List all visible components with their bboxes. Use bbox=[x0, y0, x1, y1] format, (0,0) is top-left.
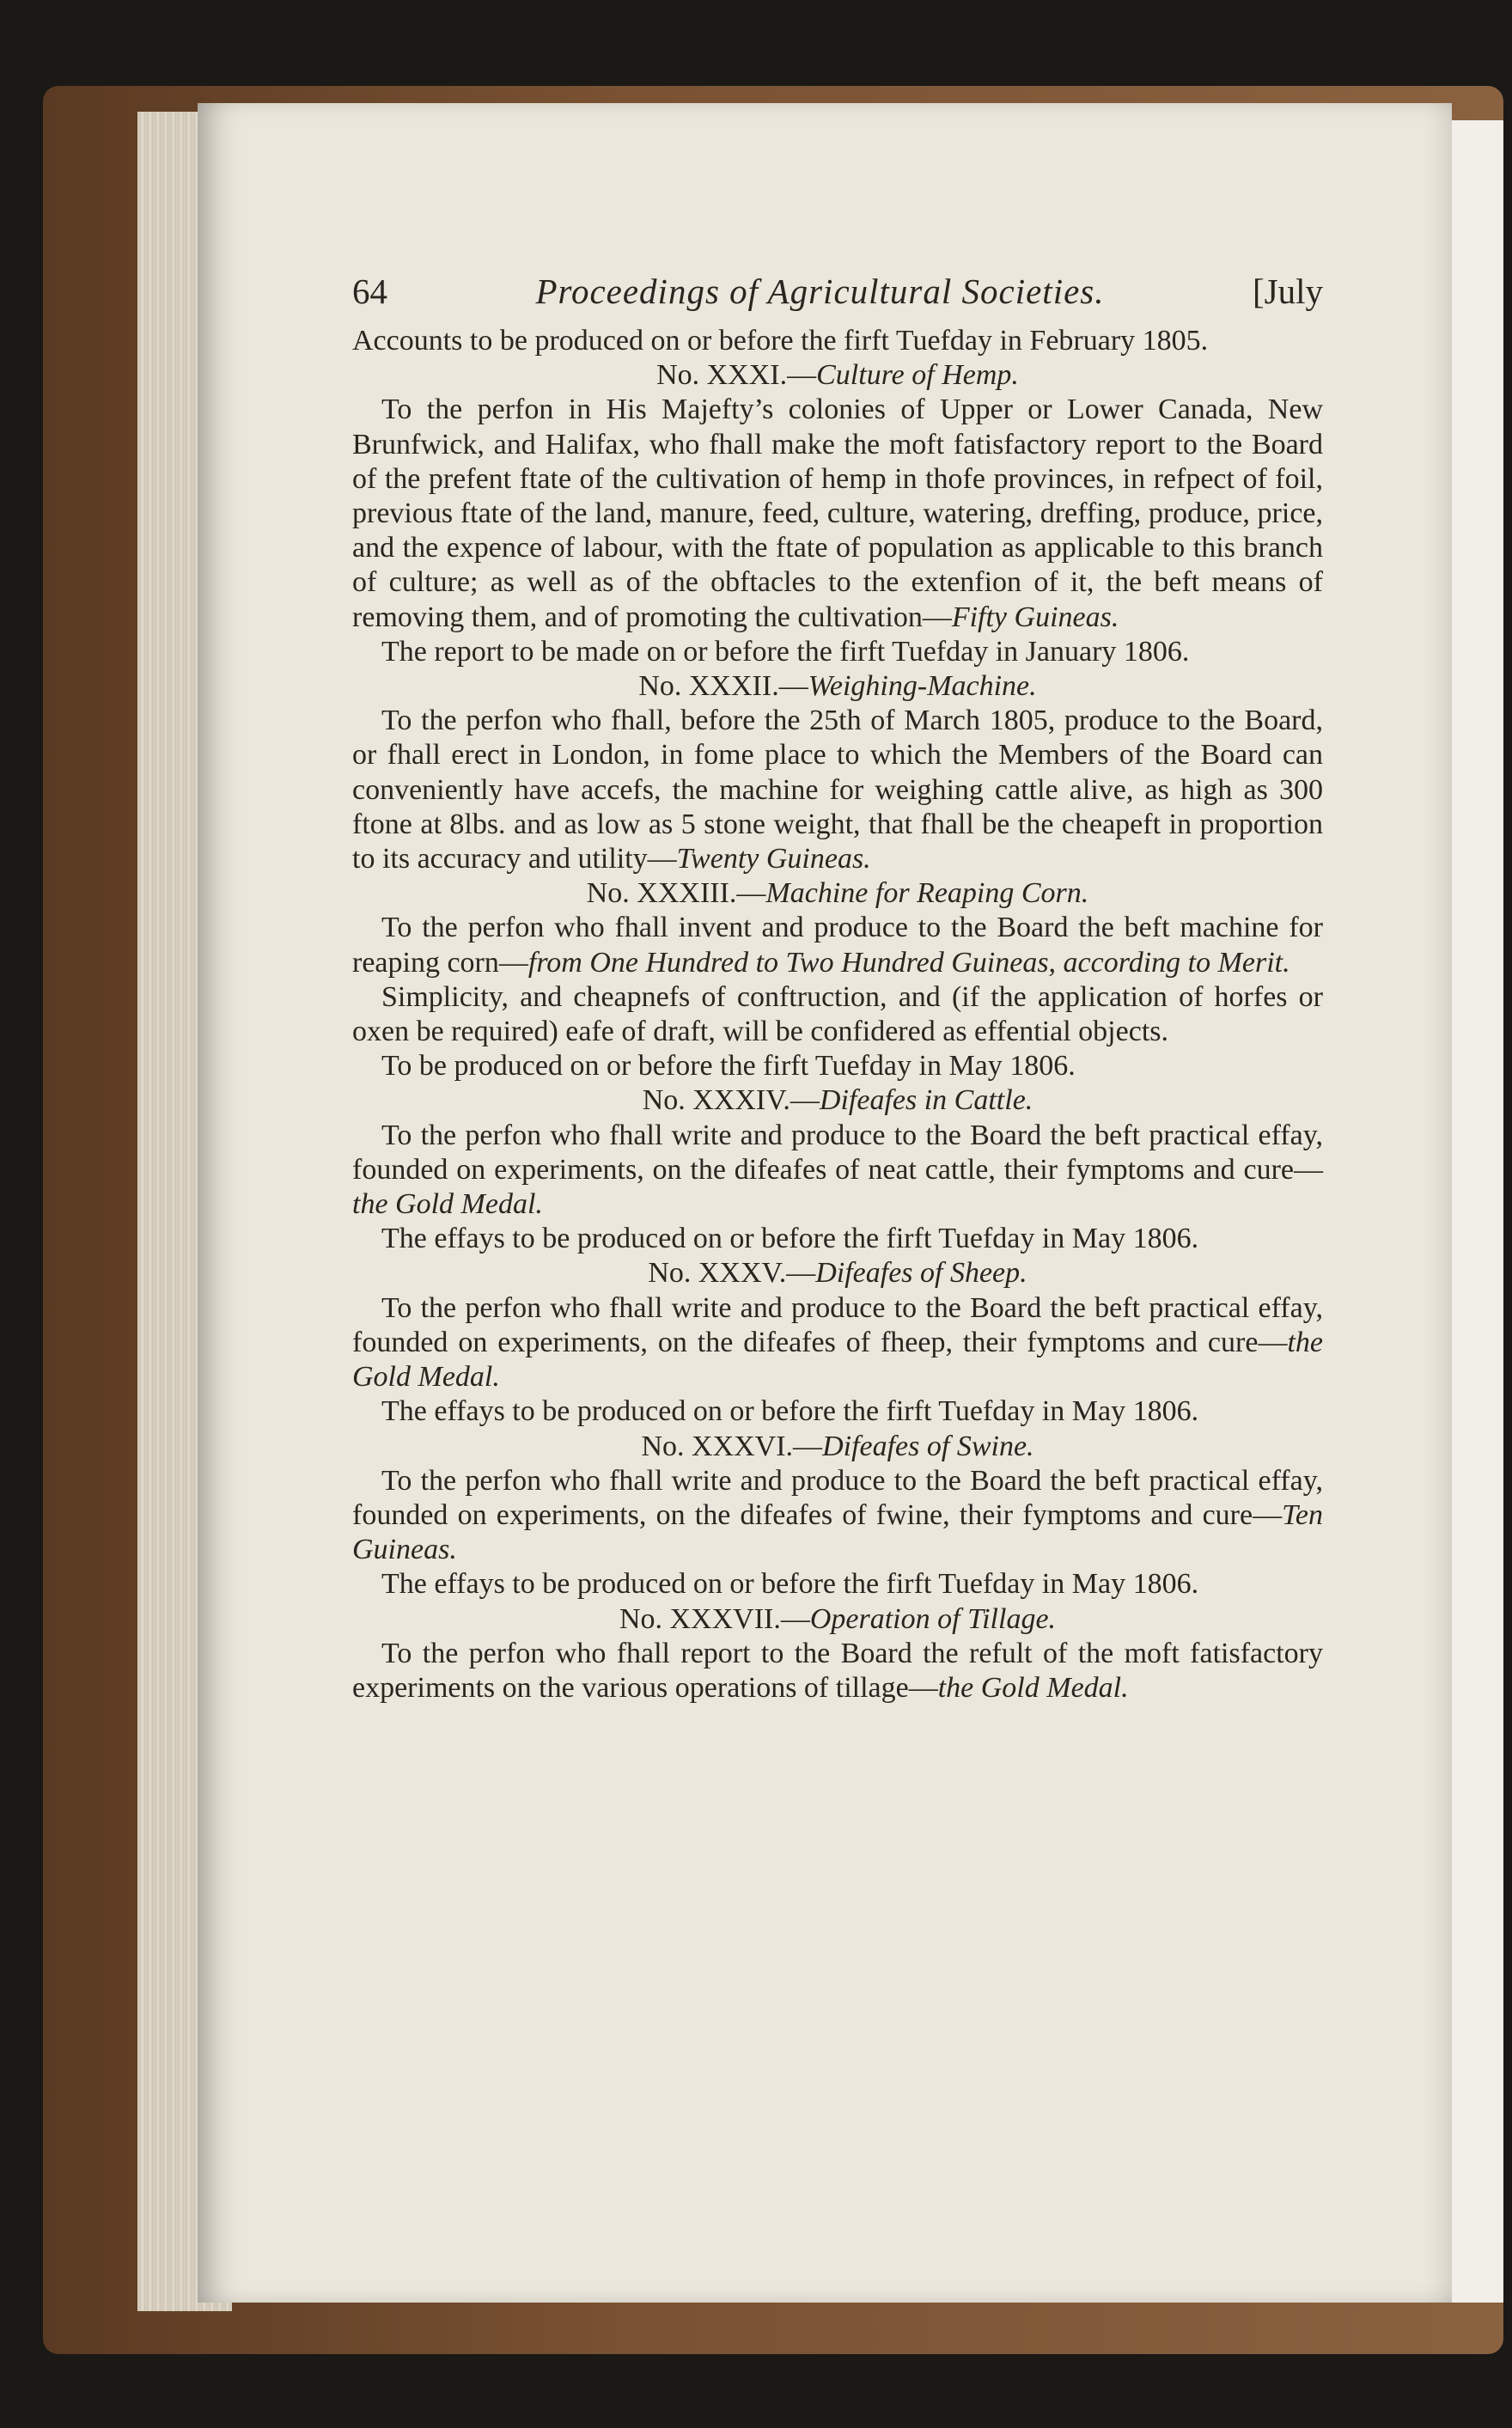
running-month: [July bbox=[1252, 271, 1323, 311]
paragraph: The effays to be produced on or before the firft Tuefday in May 1806. bbox=[381, 1223, 1199, 1255]
paragraph: The report to be made on or before the firft Tuefday in January 1806. bbox=[381, 635, 1190, 668]
prize-heading: No. XXXIV.—Difeafes in Cattle. bbox=[642, 1084, 1033, 1117]
paragraph: To the perfon who fhall report to the Board the refult of the moft fatisfactory experiments on the various operations of tillage—the Gold Medal. bbox=[352, 1637, 1323, 1704]
running-title: Proceedings of Agricultural Societies. bbox=[535, 271, 1105, 311]
paragraph: Accounts to be produced on or before the firft Tuefday in February 1805. bbox=[352, 325, 1209, 357]
page-body bbox=[352, 324, 1323, 1705]
paragraph: The effays to be produced on or before the firft Tuefday in May 1806. bbox=[381, 1395, 1199, 1428]
prize-heading: No. XXXVI.—Difeafes of Swine. bbox=[641, 1430, 1034, 1462]
paragraph: The effays to be produced on or before the firft Tuefday in May 1806. bbox=[381, 1568, 1199, 1601]
prize-heading: No. XXXII.—Weighing-Machine. bbox=[638, 670, 1037, 703]
prize-heading: No. XXXI.—Culture of Hemp. bbox=[656, 359, 1019, 392]
paragraph: To the perfon who fhall write and produce to the Board the beft practical effay, founded on experiments, on the difeafes of fheep, their fymptoms and cure—the Gold Medal. bbox=[352, 1291, 1323, 1394]
running-head bbox=[352, 271, 1323, 312]
paragraph: To the perfon who fhall invent and produce to the Board the beft machine for reaping corn—from One Hundred to Two Hundred Guineas, according to Merit. bbox=[352, 912, 1323, 979]
paragraph: To the perfon who fhall write and produce to the Board the beft practical effay, founded on experiments, on the difeafes of neat cattle, their fymptoms and cure—the Gold Medal. bbox=[352, 1119, 1323, 1221]
paragraph: To be produced on or before the firft Tuefday in May 1806. bbox=[381, 1050, 1076, 1083]
paragraph: To the perfon who fhall write and produce to the Board the beft practical effay, founded on experiments, on the difeafes of fwine, their fymptoms and cure—Ten Guineas. bbox=[352, 1464, 1323, 1566]
page-number: 64 bbox=[352, 271, 387, 311]
prize-heading: No. XXXV.—Difeafes of Sheep. bbox=[648, 1257, 1027, 1290]
paragraph: Simplicity, and cheapnefs of conftruction, and (if the application of horfes or oxen be required) eafe of draft, will be confidered as effential objects. bbox=[352, 980, 1323, 1048]
paragraph: To the perfon who fhall, before the 25th of March 1805, produce to the Board, or fhall erect in London, in fome place to which the Members of the Board can conveniently have accefs, the machine for weighing cattle alive, as high as 300 ftone at 8lbs. and as low as 5 stone weight, that fhall be the cheapeft in proportion to its accuracy and utility—Twenty Guineas. bbox=[352, 705, 1323, 875]
facing-page-edge bbox=[1452, 120, 1503, 2303]
paragraph: To the perfon in His Majefty’s colonies of Upper or Lower Canada, New Brunfwick, and Halifax, who fhall make the moft fatisfactory report to the Board of the prefent ftate of the cultivation of hemp in thofe provinces, in refpect of foil, previous ftate of the land, manure, feed, culture, watering, dreffing, produce, price, and the expence of labour, with the ftate of population as applicable to this branch of culture; as well as of the obftacles to the extenfion of it, the beft means of removing them, and of promoting the cultivation—Fifty Guineas. bbox=[352, 393, 1323, 633]
page-text bbox=[352, 271, 1323, 1705]
prize-heading: No. XXXVII.—Operation of Tillage. bbox=[619, 1602, 1057, 1635]
prize-heading: No. XXXIII.—Machine for Reaping Corn. bbox=[586, 877, 1089, 910]
